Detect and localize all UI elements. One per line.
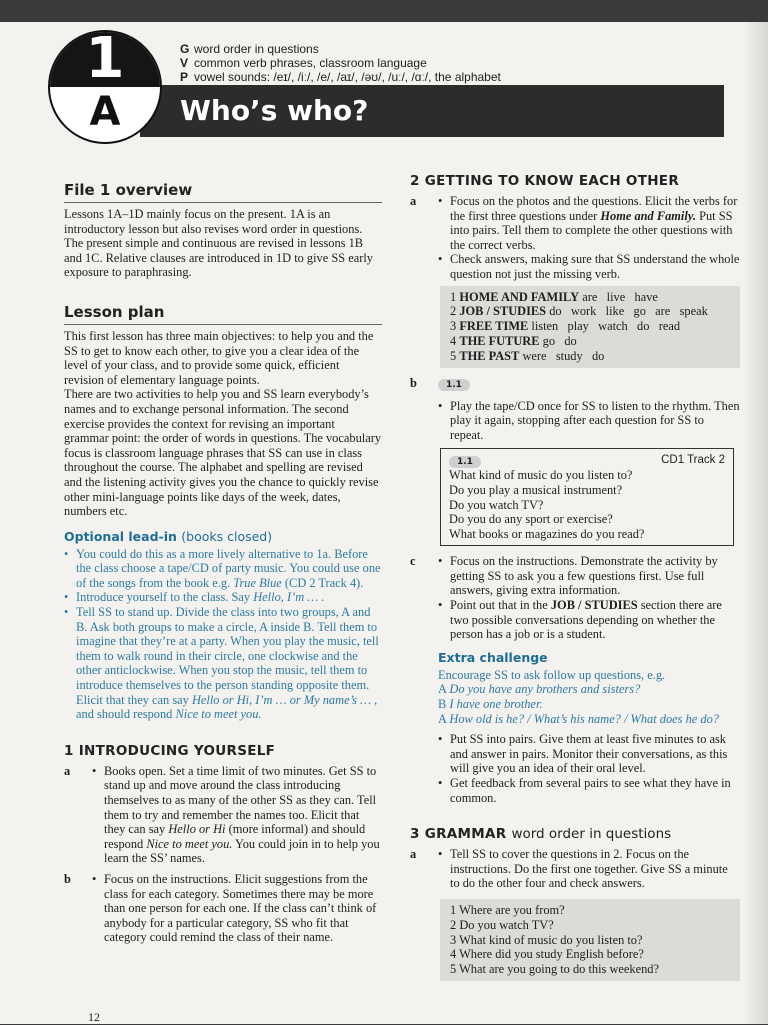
aim-vocabulary: V common verb phrases, classroom language [180,56,427,70]
audio-script-box [440,448,734,546]
lead-in-heading: Optional lead-in (books closed) [64,528,273,544]
page-number: 12 [88,1010,100,1024]
answer-row: 3 What kind of music do you listen to? [450,932,643,947]
section-2-c: c • Focus on the instructions. Demonstrate the activity by getting SS to ask you a few questions first. Use full answers, giving extra information. • Point out that in the JOB / STUDIES section there are two possible conversations depending on whether the person has a job or is a student. [410,554,740,642]
audio-line: What books or magazines do you read? [449,526,645,541]
answer-row: 3 FREE TIME listen play watch do read [450,319,681,334]
section-2-heading: 2 GETTING TO KNOW EACH OTHER [410,173,680,189]
extra-line: A How old is he? / What’s his name? / What does he do? [438,711,719,726]
section-2-a: a • Focus on the photos and the questions. Elicit the verbs for the first three questions under Home and Family. Put SS into pairs. Tell them to complete the other questions with the correct verbs. • Check answers, making sure that SS understand the whole question not just the missing verb. [410,194,740,282]
section-3-heading: 3 GRAMMAR word order in questions [410,826,672,843]
answer-row: 1 Where are you from? [450,902,565,917]
overview-heading: File 1 overview [64,180,382,203]
audio-line: What kind of music do you listen to? [449,468,633,483]
title-banner [140,85,724,137]
audio-line: Do you watch TV? [449,497,544,512]
lesson-plan-heading: Lesson plan [64,302,382,325]
section-3-a: a • Tell SS to cover the questions in 2. Focus on the instructions. Do the first one together. Give SS a minute to do the other four and check answers. [410,847,740,891]
answer-box-questions [440,899,740,981]
audio-track-badge: 1.1 [449,456,481,468]
answer-row: 2 Do you watch TV? [450,917,554,932]
answer-row: 5 THE PAST were study do [450,348,605,363]
extra-challenge: Extra challenge Encourage SS to ask follow up questions, e.g. A Do you have any brothers and sisters? B I have one brother. A How old is he? / What’s his name? / What does he do? • Put SS into pairs. Give them at least five minutes to ask and answer in pairs. Monitor their conversations, as this will give you an idea of their oral level. • Get feedback from several pairs to see what they have in common. [438,650,740,805]
lead-in-bullet-3: • Tell SS to stand up. Divide the class into two groups, A and B. Ask both groups to make a circle, A inside B. Tell them to imagine that they’re at a party. When you play the music, tell them to walk round in their circle, one clockwise and the other anticlockwise. When you stop the music, tell them to introduce themselves to the person standing opposite them. Elicit that they can say Hello or Hi, I’m … or My name’s … , and should respond Nice to meet you. [64,605,382,722]
aim-grammar: G word order in questions [180,42,319,56]
section-1-b: b • Focus on the instructions. Elicit suggestions from the class for each category. Sometimes there may be more than one person for each one. If the class can’t think of anybody for a particular category, SS who fit that category could remind the class of their name. [64,872,382,945]
right-column [410,172,740,985]
extra-challenge-heading: Extra challenge [438,649,548,665]
answer-box-verbs [440,286,740,368]
section-2-b: b 1.1 • Play the tape/CD once for SS to listen to the rhythm. Then play it again, stopping after each question for SS to repeat. [410,376,740,443]
lesson-aims [180,42,501,84]
lead-in-bullet-2: • Introduce yourself to the class. Say Hello, I’m … . [64,590,382,605]
answer-row: 2 JOB / STUDIES do work like go are speak [450,304,708,319]
section-1-heading: 1 INTRODUCING YOURSELF [64,742,276,759]
answer-row: 1 HOME AND FAMILY are live have [450,289,658,304]
answer-row: 5 What are you going to do this weekend? [450,962,659,977]
audio-line: Do you play a musical instrument? [449,482,623,497]
lesson-plan-p1: This first lesson has three main objectives: to help you and the SS to get to know each other, to give you a clear idea of the level of your class, and to provide some quick, efficient revision of elementary language points. [64,328,374,387]
lead-in-list [64,547,382,722]
audio-line: Do you do any sport or exercise? [449,512,613,527]
answer-row: 4 Where did you study English before? [450,947,644,962]
unit-letter: A [89,89,121,135]
extra-line: A Do you have any brothers and sisters? [438,682,641,697]
overview-body: Lessons 1A–1D mainly focus on the present. 1A is an introductory lesson but also revises word order in questions. The present simple and continuous are revised in lessons 1B and 1C. Relative clauses are introduced in 1D to give SS early exposure to paraphrasing. [64,207,373,280]
extra-line: B I have one brother. [438,697,543,712]
unit-number: 1 [85,30,125,91]
left-column [64,180,382,945]
unit-badge [48,30,162,144]
aim-pronunciation: P vowel sounds: /eɪ/, /iː/, /e/, /aɪ/, /əʊ/, /uː/, /ɑː/, the alphabet [180,70,501,84]
scan-edge [746,22,768,1024]
cd-track-label: CD1 Track 2 [661,454,725,467]
extra-intro: Encourage SS to ask follow up questions, e.g. [438,667,666,682]
page-title: Who’s who? [180,94,369,127]
lesson-plan-p2: There are two activities to help you and SS learn everybody’s names and to exchange personal information. The second exercise provides the context for revising an important grammar point: the order of words in questions. The vocabulary focus is classroom language phrases that SS can use in class throughout the course. The alphabet and spelling are revised and the listening activity gives you the chance to quickly revise other mini-language points like days of the week, dates, numbers etc. [64,387,382,519]
lead-in-bullet-1: • You could do this as a more lively alternative to 1a. Before the class choose a tape/CD of party music. You could use one of the songs from the book e.g. True Blue (CD 2 Track 4). [64,547,382,591]
track-badge: 1.1 [438,379,470,391]
section-1-a: a • Books open. Set a time limit of two minutes. Get SS to stand up and move around the class introducing themselves to as many of the other SS as they can. Tell them to try and remember the names too. Elicit that they can say Hello or Hi (more informal) and should respond Nice to meet you. You could join in to help you learn the SS’ names. [64,764,382,866]
answer-row: 4 THE FUTURE go do [450,333,577,348]
